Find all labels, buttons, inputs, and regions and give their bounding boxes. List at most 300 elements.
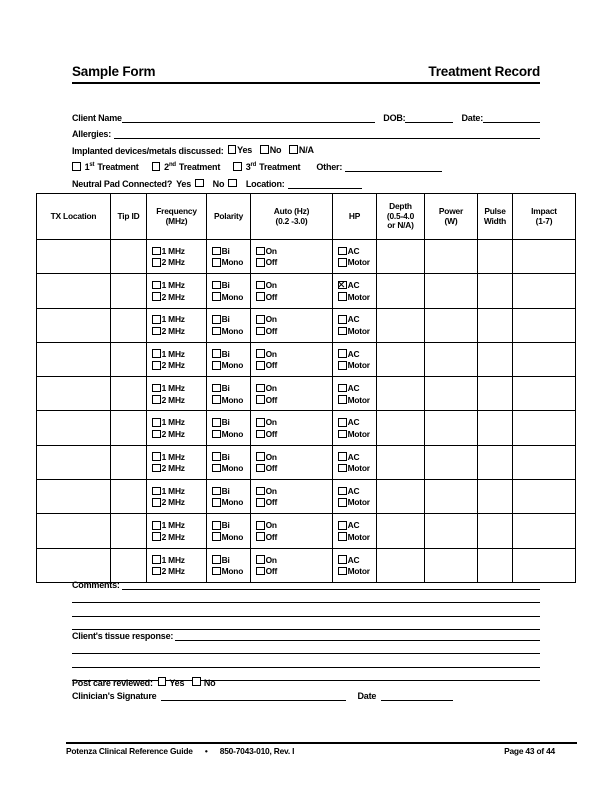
cell-pulse-width[interactable] bbox=[478, 480, 513, 514]
cell-auto bbox=[251, 240, 333, 274]
clinician-signature-field[interactable] bbox=[161, 689, 346, 701]
implanted-yes-checkbox[interactable] bbox=[228, 145, 237, 154]
record-title: Treatment Record bbox=[428, 64, 540, 79]
frequency-1-mhz-checkbox[interactable] bbox=[152, 384, 161, 393]
checkbox-label: Motor bbox=[347, 325, 370, 336]
checkbox-label: Mono bbox=[221, 497, 244, 508]
checkbox-label: AC bbox=[347, 520, 360, 531]
polarity-mono-checkbox[interactable] bbox=[212, 361, 221, 370]
checkbox-label: Mono bbox=[221, 360, 244, 371]
frequency-2-mhz-checkbox[interactable] bbox=[152, 430, 161, 439]
polarity-bi-checkbox[interactable] bbox=[212, 418, 221, 427]
form-title: Sample Form bbox=[72, 64, 156, 79]
checkbox-label: No bbox=[203, 677, 216, 688]
cell-pulse-width[interactable] bbox=[478, 377, 513, 411]
checkbox-label: Mono bbox=[221, 291, 244, 302]
comments-field[interactable] bbox=[122, 578, 540, 590]
auto-off-checkbox[interactable] bbox=[256, 361, 265, 370]
hp-motor-checkbox[interactable] bbox=[338, 395, 347, 404]
cell-tx-location[interactable] bbox=[37, 308, 111, 342]
frequency-1-mhz-checkbox[interactable] bbox=[152, 247, 161, 256]
polarity-mono-checkbox[interactable] bbox=[212, 464, 221, 473]
hp-motor-checkbox[interactable] bbox=[338, 292, 347, 301]
ruled-line[interactable] bbox=[72, 590, 540, 603]
cell-auto bbox=[251, 308, 333, 342]
checkbox-label: AC bbox=[347, 280, 360, 291]
checkbox-label: Bi bbox=[221, 554, 230, 565]
checkbox-label: Mono bbox=[221, 566, 244, 577]
checkbox-label: Motor bbox=[347, 360, 370, 371]
cell-auto bbox=[251, 445, 333, 479]
auto-off-checkbox[interactable] bbox=[256, 498, 265, 507]
checkbox-label: N/A bbox=[298, 145, 314, 156]
cell-pulse-width[interactable] bbox=[478, 308, 513, 342]
post-care-no-option bbox=[192, 677, 215, 687]
column-header-pulse-width: Pulse Width bbox=[478, 194, 513, 240]
dob-label: DOB: bbox=[383, 112, 406, 123]
hp-ac-checkbox[interactable] bbox=[338, 349, 347, 358]
checkbox-label: 2 MHz bbox=[161, 291, 185, 302]
cell-polarity bbox=[207, 308, 251, 342]
cell-tip-id[interactable] bbox=[111, 342, 147, 376]
auto-on-checkbox[interactable] bbox=[256, 487, 265, 496]
checkbox-label: Motor bbox=[347, 566, 370, 577]
checkbox-label: AC bbox=[347, 554, 360, 565]
checkbox-label: 1 MHz bbox=[161, 485, 185, 496]
hp-motor-checkbox[interactable] bbox=[338, 498, 347, 507]
checkbox-label: Motor bbox=[347, 531, 370, 542]
checkbox-label: On bbox=[265, 314, 277, 325]
column-header-frequency: Frequency (MHz) bbox=[147, 194, 207, 240]
checkbox-label: Yes bbox=[237, 145, 253, 156]
location-label: Location: bbox=[245, 178, 285, 189]
ruled-line[interactable] bbox=[72, 654, 540, 667]
other-field[interactable] bbox=[345, 160, 442, 172]
dob-field[interactable] bbox=[405, 111, 453, 123]
cell-frequency bbox=[147, 274, 207, 308]
cell-impact[interactable] bbox=[513, 342, 576, 376]
checkbox-label: 1 MHz bbox=[161, 383, 185, 394]
checkbox-label: Mono bbox=[221, 428, 244, 439]
treatment-row bbox=[37, 445, 576, 479]
table-header-row bbox=[37, 194, 576, 240]
signature-date-label: Date bbox=[357, 691, 377, 701]
tissue-response-section bbox=[72, 629, 540, 681]
checkbox-label: On bbox=[265, 417, 277, 428]
treatment-2nd-checkbox[interactable] bbox=[152, 162, 161, 171]
treatment-1st-checkbox[interactable] bbox=[72, 162, 81, 171]
frequency-2-mhz-checkbox[interactable] bbox=[152, 498, 161, 507]
cell-tip-id[interactable] bbox=[111, 274, 147, 308]
checkbox-label: Off bbox=[265, 394, 278, 405]
cell-impact[interactable] bbox=[513, 377, 576, 411]
page-number: Page 43 of 44 bbox=[504, 746, 555, 756]
hp-motor-checkbox[interactable] bbox=[338, 464, 347, 473]
column-header-hp: HP bbox=[333, 194, 377, 240]
checkbox-label: Mono bbox=[221, 531, 244, 542]
cell-power[interactable] bbox=[425, 445, 478, 479]
checkbox-label: On bbox=[265, 383, 277, 394]
auto-off-checkbox[interactable] bbox=[256, 327, 265, 336]
frequency-1-mhz-checkbox[interactable] bbox=[152, 452, 161, 461]
cell-tip-id[interactable] bbox=[111, 377, 147, 411]
footer-guide-title: Potenza Clinical Reference Guide bbox=[66, 746, 193, 756]
hp-motor-checkbox[interactable] bbox=[338, 258, 347, 267]
frequency-1-mhz-checkbox[interactable] bbox=[152, 418, 161, 427]
checkbox-label: No bbox=[212, 178, 225, 189]
cell-depth[interactable] bbox=[377, 411, 425, 445]
treatment-1st-label: 1st Treatment bbox=[84, 162, 139, 173]
column-header-depth: Depth (0.5-4.0 or N/A) bbox=[377, 194, 425, 240]
bullet-separator: • bbox=[204, 746, 208, 756]
polarity-bi-checkbox[interactable] bbox=[212, 555, 221, 564]
comments-label: Comments: bbox=[72, 580, 120, 590]
allergies-row bbox=[72, 123, 540, 140]
cell-hp bbox=[333, 514, 377, 548]
checkbox-label: Off bbox=[265, 257, 278, 268]
footer-reference bbox=[66, 746, 294, 756]
auto-off-checkbox[interactable] bbox=[256, 430, 265, 439]
auto-off-checkbox[interactable] bbox=[256, 395, 265, 404]
polarity-bi-checkbox[interactable] bbox=[212, 247, 221, 256]
cell-depth[interactable] bbox=[377, 308, 425, 342]
client-info-block bbox=[72, 106, 540, 189]
polarity-bi-checkbox[interactable] bbox=[212, 349, 221, 358]
cell-auto bbox=[251, 274, 333, 308]
cell-tx-location[interactable] bbox=[37, 445, 111, 479]
neutral-pad-yes-checkbox[interactable] bbox=[195, 179, 204, 188]
cell-polarity bbox=[207, 514, 251, 548]
auto-on-checkbox[interactable] bbox=[256, 452, 265, 461]
implanted-no-option bbox=[260, 145, 281, 155]
frequency-2-mhz-checkbox[interactable] bbox=[152, 532, 161, 541]
checkbox-label: 2 MHz bbox=[161, 325, 185, 336]
checkbox-label: 2 MHz bbox=[161, 566, 185, 577]
column-header-power: Power (W) bbox=[425, 194, 478, 240]
checkbox-label: Motor bbox=[347, 463, 370, 474]
polarity-bi-checkbox[interactable] bbox=[212, 487, 221, 496]
polarity-bi-checkbox[interactable] bbox=[212, 315, 221, 324]
cell-pulse-width[interactable] bbox=[478, 445, 513, 479]
frequency-2-mhz-checkbox[interactable] bbox=[152, 258, 161, 267]
checkbox-label: AC bbox=[347, 348, 360, 359]
frequency-1-mhz-checkbox[interactable] bbox=[152, 281, 161, 290]
checkbox-label: 2 MHz bbox=[161, 497, 185, 508]
checkbox-label: AC bbox=[347, 245, 360, 256]
cell-tip-id[interactable] bbox=[111, 514, 147, 548]
footer-doc-ref: 850-7043-010, Rev. I bbox=[219, 746, 295, 756]
cell-impact[interactable] bbox=[513, 274, 576, 308]
frequency-1-mhz-checkbox[interactable] bbox=[152, 487, 161, 496]
cell-hp bbox=[333, 308, 377, 342]
date-label: Date: bbox=[461, 112, 483, 123]
auto-on-checkbox[interactable] bbox=[256, 281, 265, 290]
cell-depth[interactable] bbox=[377, 342, 425, 376]
cell-tx-location[interactable] bbox=[37, 342, 111, 376]
hp-motor-checkbox[interactable] bbox=[338, 361, 347, 370]
checkbox-label: 1 MHz bbox=[161, 245, 185, 256]
treatment-row bbox=[37, 480, 576, 514]
hp-motor-checkbox[interactable] bbox=[338, 532, 347, 541]
checkbox-label: On bbox=[265, 554, 277, 565]
treatment-row bbox=[37, 514, 576, 548]
checkbox-label: On bbox=[265, 245, 277, 256]
treatment-3rd-checkbox[interactable] bbox=[233, 162, 242, 171]
hp-ac-checkbox[interactable] bbox=[338, 452, 347, 461]
hp-motor-checkbox[interactable] bbox=[338, 430, 347, 439]
cell-depth[interactable] bbox=[377, 445, 425, 479]
cell-auto bbox=[251, 480, 333, 514]
cell-impact[interactable] bbox=[513, 240, 576, 274]
frequency-1-mhz-checkbox[interactable] bbox=[152, 315, 161, 324]
polarity-bi-checkbox[interactable] bbox=[212, 521, 221, 530]
cell-frequency bbox=[147, 480, 207, 514]
post-care-no-checkbox[interactable] bbox=[192, 677, 201, 686]
treatment-row bbox=[37, 411, 576, 445]
hp-ac-checkbox[interactable] bbox=[338, 247, 347, 256]
polarity-mono-checkbox[interactable] bbox=[212, 395, 221, 404]
client-name-field[interactable] bbox=[122, 111, 375, 123]
polarity-bi-checkbox[interactable] bbox=[212, 384, 221, 393]
cell-power[interactable] bbox=[425, 377, 478, 411]
cell-tip-id[interactable] bbox=[111, 445, 147, 479]
hp-ac-checkbox[interactable] bbox=[338, 521, 347, 530]
neutral-pad-yes-option bbox=[176, 179, 204, 189]
checkbox-label: Bi bbox=[221, 485, 230, 496]
cell-tx-location[interactable] bbox=[37, 480, 111, 514]
neutral-pad-no-option bbox=[213, 179, 237, 189]
cell-impact[interactable] bbox=[513, 445, 576, 479]
ruled-line[interactable] bbox=[72, 641, 540, 654]
cell-frequency bbox=[147, 240, 207, 274]
checkbox-label: On bbox=[265, 451, 277, 462]
cell-auto bbox=[251, 342, 333, 376]
auto-on-checkbox[interactable] bbox=[256, 555, 265, 564]
checkbox-label: Bi bbox=[221, 451, 230, 462]
cell-frequency bbox=[147, 377, 207, 411]
page-header bbox=[72, 64, 540, 84]
treatment-row bbox=[37, 308, 576, 342]
post-care-options bbox=[158, 677, 224, 688]
treatment-row bbox=[37, 377, 576, 411]
auto-on-checkbox[interactable] bbox=[256, 384, 265, 393]
cell-pulse-width[interactable] bbox=[478, 274, 513, 308]
cell-tx-location[interactable] bbox=[37, 240, 111, 274]
treatment-table bbox=[36, 193, 576, 583]
cell-auto bbox=[251, 514, 333, 548]
cell-impact[interactable] bbox=[513, 480, 576, 514]
frequency-1-mhz-checkbox[interactable] bbox=[152, 555, 161, 564]
polarity-mono-checkbox[interactable] bbox=[212, 567, 221, 576]
cell-depth[interactable] bbox=[377, 240, 425, 274]
tissue-response-field[interactable] bbox=[175, 629, 540, 641]
polarity-bi-checkbox[interactable] bbox=[212, 281, 221, 290]
post-care-label: Post care reviewed: bbox=[72, 678, 153, 688]
auto-on-checkbox[interactable] bbox=[256, 521, 265, 530]
auto-on-checkbox[interactable] bbox=[256, 418, 265, 427]
cell-hp bbox=[333, 480, 377, 514]
frequency-2-mhz-checkbox[interactable] bbox=[152, 327, 161, 336]
column-header-impact: Impact (1-7) bbox=[513, 194, 576, 240]
cell-tx-location[interactable] bbox=[37, 411, 111, 445]
hp-ac-checkbox[interactable] bbox=[338, 418, 347, 427]
cell-frequency bbox=[147, 411, 207, 445]
checkbox-label: AC bbox=[347, 485, 360, 496]
checkbox-label: On bbox=[265, 280, 277, 291]
signature-date-field[interactable] bbox=[381, 689, 453, 701]
cell-depth[interactable] bbox=[377, 514, 425, 548]
checkbox-label: AC bbox=[347, 417, 360, 428]
checkbox-label: Off bbox=[265, 291, 278, 302]
cell-tip-id[interactable] bbox=[111, 240, 147, 274]
frequency-2-mhz-checkbox[interactable] bbox=[152, 292, 161, 301]
neutral-pad-no-checkbox[interactable] bbox=[228, 179, 237, 188]
polarity-mono-checkbox[interactable] bbox=[212, 292, 221, 301]
checkbox-label: Off bbox=[265, 428, 278, 439]
cell-power[interactable] bbox=[425, 240, 478, 274]
frequency-2-mhz-checkbox[interactable] bbox=[152, 567, 161, 576]
cell-tx-location[interactable] bbox=[37, 377, 111, 411]
checkbox-label: Bi bbox=[221, 383, 230, 394]
checkbox-label: 2 MHz bbox=[161, 463, 185, 474]
auto-on-checkbox[interactable] bbox=[256, 349, 265, 358]
polarity-mono-checkbox[interactable] bbox=[212, 327, 221, 336]
frequency-2-mhz-checkbox[interactable] bbox=[152, 464, 161, 473]
implanted-n-a-checkbox[interactable] bbox=[289, 145, 298, 154]
other-label: Other: bbox=[316, 162, 343, 173]
allergies-field[interactable] bbox=[114, 127, 540, 139]
auto-off-checkbox[interactable] bbox=[256, 567, 265, 576]
checkbox-label: 1 MHz bbox=[161, 520, 185, 531]
checkbox-label: Mono bbox=[221, 463, 244, 474]
cell-power[interactable] bbox=[425, 342, 478, 376]
cell-pulse-width[interactable] bbox=[478, 411, 513, 445]
cell-hp bbox=[333, 342, 377, 376]
cell-power[interactable] bbox=[425, 308, 478, 342]
checkbox-label: Bi bbox=[221, 314, 230, 325]
checkbox-label: Mono bbox=[221, 394, 244, 405]
signature-row bbox=[72, 689, 540, 701]
cell-tip-id[interactable] bbox=[111, 480, 147, 514]
cell-polarity bbox=[207, 342, 251, 376]
polarity-mono-checkbox[interactable] bbox=[212, 258, 221, 267]
checkbox-label: On bbox=[265, 485, 277, 496]
post-care-row bbox=[72, 677, 540, 688]
cell-impact[interactable] bbox=[513, 514, 576, 548]
cell-impact[interactable] bbox=[513, 308, 576, 342]
checkbox-label: Motor bbox=[347, 428, 370, 439]
treatment-number-row bbox=[72, 156, 540, 173]
checkbox-label: 1 MHz bbox=[161, 348, 185, 359]
page-footer bbox=[66, 742, 577, 756]
checkbox-label: Mono bbox=[221, 257, 244, 268]
hp-ac-checkbox[interactable] bbox=[338, 384, 347, 393]
cell-tip-id[interactable] bbox=[111, 308, 147, 342]
column-header-tip-id: Tip ID bbox=[111, 194, 147, 240]
cell-power[interactable] bbox=[425, 480, 478, 514]
ruled-line[interactable] bbox=[72, 603, 540, 616]
auto-on-checkbox[interactable] bbox=[256, 315, 265, 324]
hp-ac-checkbox[interactable] bbox=[338, 555, 347, 564]
checkbox-label: On bbox=[265, 348, 277, 359]
client-name-label: Client Name bbox=[72, 112, 122, 123]
cell-tx-location[interactable] bbox=[37, 274, 111, 308]
auto-off-checkbox[interactable] bbox=[256, 292, 265, 301]
checkbox-label: Off bbox=[265, 531, 278, 542]
checkbox-label: 2 MHz bbox=[161, 394, 185, 405]
comments-section bbox=[72, 578, 540, 630]
frequency-2-mhz-checkbox[interactable] bbox=[152, 395, 161, 404]
frequency-1-mhz-checkbox[interactable] bbox=[152, 349, 161, 358]
auto-on-checkbox[interactable] bbox=[256, 247, 265, 256]
auto-off-checkbox[interactable] bbox=[256, 464, 265, 473]
cell-depth[interactable] bbox=[377, 480, 425, 514]
polarity-mono-checkbox[interactable] bbox=[212, 498, 221, 507]
cell-tx-location[interactable] bbox=[37, 514, 111, 548]
cell-power[interactable] bbox=[425, 274, 478, 308]
checkbox-label: 2 MHz bbox=[161, 531, 185, 542]
cell-tip-id[interactable] bbox=[111, 411, 147, 445]
post-care-yes-checkbox[interactable] bbox=[158, 677, 167, 686]
implanted-yes-option bbox=[228, 145, 253, 155]
cell-polarity bbox=[207, 445, 251, 479]
treatment-row bbox=[37, 342, 576, 376]
cell-power[interactable] bbox=[425, 514, 478, 548]
date-field[interactable] bbox=[483, 111, 540, 123]
client-name-row bbox=[72, 106, 540, 123]
implanted-no-checkbox[interactable] bbox=[260, 145, 269, 154]
checkbox-label: Bi bbox=[221, 417, 230, 428]
cell-depth[interactable] bbox=[377, 274, 425, 308]
auto-off-checkbox[interactable] bbox=[256, 532, 265, 541]
neutral-pad-row bbox=[72, 172, 540, 189]
implanted-n-a-option bbox=[289, 145, 314, 155]
checkbox-label: Bi bbox=[221, 520, 230, 531]
clinician-signature-label: Clinician's Signature bbox=[72, 691, 157, 701]
frequency-1-mhz-checkbox[interactable] bbox=[152, 521, 161, 530]
hp-ac-checkbox[interactable] bbox=[338, 487, 347, 496]
hp-ac-checkbox[interactable] bbox=[338, 315, 347, 324]
neutral-pad-options bbox=[176, 179, 246, 189]
cell-power[interactable] bbox=[425, 411, 478, 445]
cell-impact[interactable] bbox=[513, 411, 576, 445]
checkbox-label: Off bbox=[265, 463, 278, 474]
cell-depth[interactable] bbox=[377, 377, 425, 411]
checkbox-label: Off bbox=[265, 325, 278, 336]
checkbox-label: No bbox=[269, 145, 282, 156]
hp-motor-checkbox[interactable] bbox=[338, 567, 347, 576]
implanted-options bbox=[228, 145, 314, 156]
hp-motor-checkbox[interactable] bbox=[338, 327, 347, 336]
polarity-mono-checkbox[interactable] bbox=[212, 430, 221, 439]
cell-hp bbox=[333, 377, 377, 411]
checkbox-label: Off bbox=[265, 566, 278, 577]
cell-pulse-width[interactable] bbox=[478, 342, 513, 376]
cell-pulse-width[interactable] bbox=[478, 240, 513, 274]
auto-off-checkbox[interactable] bbox=[256, 258, 265, 267]
cell-hp bbox=[333, 445, 377, 479]
implanted-devices-row bbox=[72, 139, 540, 156]
checkbox-label: Motor bbox=[347, 497, 370, 508]
polarity-mono-checkbox[interactable] bbox=[212, 532, 221, 541]
location-field[interactable] bbox=[288, 177, 362, 189]
hp-ac-checkbox[interactable] bbox=[338, 281, 347, 290]
polarity-bi-checkbox[interactable] bbox=[212, 452, 221, 461]
frequency-2-mhz-checkbox[interactable] bbox=[152, 361, 161, 370]
cell-pulse-width[interactable] bbox=[478, 514, 513, 548]
checkbox-label: Bi bbox=[221, 245, 230, 256]
cell-hp bbox=[333, 411, 377, 445]
